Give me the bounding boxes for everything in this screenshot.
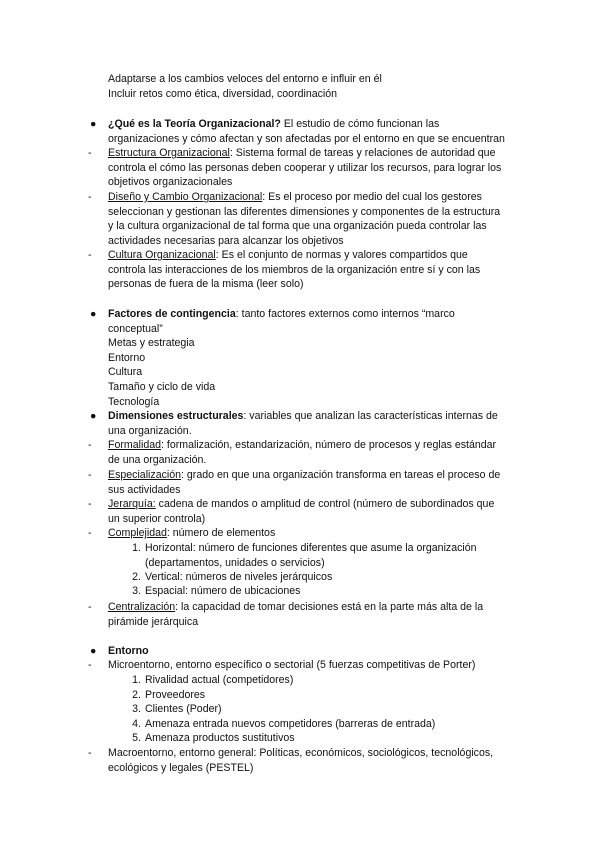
list-text: (departamentos, unidades o servicios) bbox=[145, 556, 325, 569]
definition-text: : Es el proceso por medio del cual los gestores bbox=[262, 191, 482, 203]
list-number: 1. bbox=[132, 542, 141, 554]
list-number: 5. bbox=[132, 732, 141, 744]
list-number: 2. bbox=[132, 571, 141, 583]
definition-text: pirámide jerárquica bbox=[108, 615, 199, 628]
factor-item: Cultura bbox=[108, 366, 143, 379]
term: Formalidad bbox=[108, 439, 161, 451]
definition-item bbox=[88, 146, 528, 190]
dash-marker: - bbox=[88, 601, 92, 613]
section-text: El estudio de cómo funcionan las bbox=[280, 118, 440, 130]
section-heading: ¿Qué es la Teoría Organizacional? bbox=[108, 118, 281, 130]
list-number: 3. bbox=[132, 703, 141, 715]
definition-text: cadena de mandos o amplitud de control (número de subordinados que bbox=[155, 498, 495, 510]
list-number: 4. bbox=[132, 718, 141, 730]
dash-marker: - bbox=[88, 249, 92, 261]
list-text: Clientes (Poder) bbox=[145, 703, 222, 715]
dash-marker: - bbox=[88, 659, 92, 671]
section-text: una organización. bbox=[108, 424, 192, 437]
bullet-marker: ● bbox=[90, 308, 97, 320]
section-text: conceptual” bbox=[108, 322, 163, 335]
dimensiones-section bbox=[90, 409, 528, 438]
factor-item: Metas y estrategia bbox=[108, 337, 195, 350]
list-number: 2. bbox=[132, 689, 141, 701]
factor-item: Tamaño y ciclo de vida bbox=[108, 380, 216, 393]
dash-marker: - bbox=[88, 439, 92, 451]
definition-item bbox=[88, 497, 528, 526]
definition-text: : formalización, estandarización, número de procesos y reglas estándar bbox=[161, 439, 497, 451]
dash-marker: - bbox=[88, 469, 92, 481]
list-text: Vertical: números de niveles jerárquicos bbox=[145, 571, 333, 583]
definition-text: un superior controla) bbox=[108, 512, 206, 525]
factor-item: Tecnología bbox=[108, 395, 160, 408]
numbered-item bbox=[132, 702, 525, 717]
list-number: 3. bbox=[132, 585, 141, 597]
section-heading: Factores de contingencia bbox=[108, 308, 236, 320]
definition-text: sus actividades bbox=[108, 483, 181, 496]
bullet-marker: ● bbox=[90, 410, 97, 422]
definition-item bbox=[88, 468, 528, 497]
intro-line: Adaptarse a los cambios veloces del entorno e influir en él bbox=[108, 73, 382, 85]
numbered-item bbox=[132, 584, 525, 599]
definition-text: : Es el conjunto de normas y valores compartidos que bbox=[215, 249, 468, 261]
definition-item bbox=[88, 190, 528, 248]
term: Centralización bbox=[108, 601, 176, 613]
definition-item bbox=[88, 658, 528, 673]
section-text: : variables que analizan las características internas de bbox=[243, 410, 498, 422]
term: Estructura Organizacional bbox=[108, 147, 230, 159]
dash-marker: - bbox=[88, 527, 92, 539]
numbered-item bbox=[132, 673, 525, 688]
definition-text: objetivos organizacionales bbox=[108, 176, 233, 189]
teoria-section bbox=[90, 117, 528, 146]
numbered-item bbox=[132, 731, 525, 746]
numbered-item bbox=[132, 717, 525, 732]
bullet-marker: ● bbox=[90, 118, 97, 130]
definition-text: y la cultura organizacional de tal forma que una organización pueda controlar las bbox=[108, 220, 487, 233]
definition-text: actividades necesarias para alcanzar los objetivos bbox=[108, 234, 344, 247]
definition-text: : Sistema formal de tareas y relaciones de autoridad que bbox=[229, 147, 496, 159]
list-text: Proveedores bbox=[145, 689, 206, 701]
definition-item bbox=[88, 600, 528, 629]
definition-text: ecológicos y legales (PESTEL) bbox=[108, 761, 254, 774]
section-text: : tanto factores externos como internos “marco bbox=[235, 308, 455, 320]
numbered-item bbox=[132, 541, 525, 570]
section-heading: Entorno bbox=[108, 645, 149, 657]
entorno-section bbox=[90, 644, 528, 659]
definition-text: : número de elementos bbox=[166, 527, 276, 539]
definition-item bbox=[88, 746, 528, 775]
definition-text: seleccionan y gestionan las diferentes dimensiones y componentes de la estructura bbox=[108, 205, 501, 218]
dash-marker: - bbox=[88, 747, 92, 759]
definition-text: Macroentorno, entorno general: Políticas, económicos, sociológicos, tecnológicos, bbox=[108, 747, 494, 759]
definition-item bbox=[88, 438, 528, 467]
list-text: Espacial: número de ubicaciones bbox=[145, 585, 301, 597]
dash-marker: - bbox=[88, 191, 92, 203]
numbered-item bbox=[132, 688, 525, 703]
bullet-marker: ● bbox=[90, 645, 97, 657]
term: Especialización bbox=[108, 469, 182, 481]
term: Jerarquía: bbox=[108, 498, 156, 510]
definition-text: : la capacidad de tomar decisiones está en la parte más alta de la bbox=[175, 601, 484, 613]
definition-item bbox=[88, 248, 528, 292]
definition-text: controla el cómo las personas deben cooperar y utilizar los recursos, para lograr los bbox=[108, 161, 502, 174]
list-text: Horizontal: número de funciones diferentes que asume la organización bbox=[145, 542, 477, 554]
numbered-item bbox=[132, 570, 525, 585]
intro-block bbox=[108, 72, 528, 101]
definition-item bbox=[88, 526, 528, 541]
term: Complejidad bbox=[108, 527, 167, 539]
intro-line: Incluir retos como ética, diversidad, coordinación bbox=[108, 87, 338, 100]
dash-marker: - bbox=[88, 498, 92, 510]
list-text: Rivalidad actual (competidores) bbox=[145, 674, 294, 686]
section-heading: Dimensiones estructurales bbox=[108, 410, 244, 422]
section-text: organizaciones y cómo afectan y son afectadas por el entorno en que se encuentran bbox=[108, 132, 505, 145]
definition-text: : grado en que una organización transforma en tareas el proceso de bbox=[181, 469, 501, 481]
definition-text: Microentorno, entorno específico o sectorial (5 fuerzas competitivas de Porter) bbox=[108, 659, 476, 671]
definition-text: controla las interacciones de los miembros de la organización entre sí y con las bbox=[108, 263, 481, 276]
definition-text: personas de fuera de la misma (leer solo) bbox=[108, 278, 304, 291]
term: Diseño y Cambio Organizacional bbox=[108, 191, 263, 203]
term: Cultura Organizacional bbox=[108, 249, 216, 261]
list-text: Amenaza entrada nuevos competidores (barreras de entrada) bbox=[145, 718, 436, 730]
factor-item: Entorno bbox=[108, 351, 146, 364]
contingencia-section bbox=[90, 307, 528, 409]
list-number: 1. bbox=[132, 674, 141, 686]
definition-text: de una organización. bbox=[108, 453, 207, 466]
list-text: Amenaza productos sustitutivos bbox=[145, 732, 295, 744]
dash-marker: - bbox=[88, 147, 92, 159]
